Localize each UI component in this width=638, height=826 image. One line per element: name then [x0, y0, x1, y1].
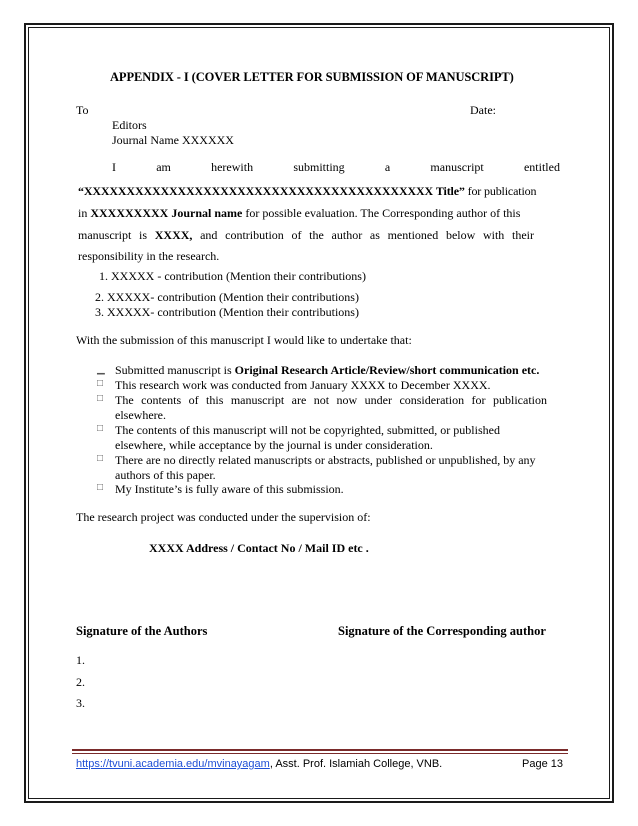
bullet-icon: □ — [97, 482, 104, 493]
to-label: To — [76, 103, 89, 117]
footer-divider — [72, 749, 568, 751]
bullet-item-3-line-1: The contents of this manuscript are not now under consideration for publication — [115, 393, 547, 407]
intro-word: manuscript — [430, 160, 484, 174]
recipient-line-2: Journal Name XXXXXX — [112, 133, 234, 147]
bullet-item-6: My Institute’s is fully aware of this submission. — [115, 482, 344, 496]
para-line-2-in: in — [78, 206, 91, 220]
document-title: APPENDIX - I (COVER LETTER FOR SUBMISSION OF MANUSCRIPT) — [110, 70, 514, 84]
para-line-3-b: and contribution of the author as mentioned below with their — [192, 228, 534, 242]
para-line-3-a: manuscript is — [78, 228, 155, 242]
signature-authors-label: Signature of the Authors — [76, 624, 208, 638]
footer-credit-text: , Asst. Prof. Islamiah College, VNB. — [269, 758, 443, 770]
bullet-icon: □ — [97, 423, 104, 434]
bullet-item-5-line-2: authors of this paper. — [115, 468, 216, 482]
para-line-3 — [78, 228, 534, 243]
intro-word: a — [384, 160, 391, 174]
page-number: Page 13 — [522, 758, 563, 770]
bullet-item-3-line-2: elsewhere. — [115, 408, 166, 422]
author-number: 2. — [76, 675, 85, 689]
manuscript-title-placeholder: “XXXXXXXXXXXXXXXXXXXXXXXXXXXXXXXXXXXXXXXXX — [78, 184, 434, 198]
author-number: 1. — [76, 653, 85, 667]
bullet-item-4-line-1: The contents of this manuscript will not be copyrighted, submitted, or published — [115, 423, 500, 437]
undertake-text: With the submission of this manuscript I would like to undertake that: — [76, 333, 412, 347]
footer-divider-thin — [72, 753, 568, 754]
signature-corresponding-label: Signature of the Corresponding author — [338, 624, 546, 638]
bullet-1-prefix: Submitted manuscript is — [115, 363, 235, 377]
date-label: Date: — [470, 103, 496, 117]
bullet-item-1 — [115, 363, 539, 378]
author-number: 3. — [76, 696, 85, 710]
supervisor-details: XXXX Address / Contact No / Mail ID etc . — [149, 541, 369, 555]
bullet-icon: □ — [97, 378, 104, 389]
contribution-item: 2. XXXXX- contribution (Mention their contributions) — [95, 290, 359, 304]
intro-word: herewith — [211, 160, 254, 174]
para-line-4: responsibility in the research. — [78, 249, 220, 263]
journal-name-placeholder: XXXXXXXXX Journal name — [90, 206, 243, 220]
para-line-2-rest: for possible evaluation. The Corresponding author of this — [242, 206, 521, 220]
intro-word: am — [156, 160, 171, 174]
bullet-item-2: This research work was conducted from January XXXX to December XXXX. — [115, 378, 491, 392]
footer-link[interactable]: https://tvuni.academia.edu/mvinayagam — [76, 758, 270, 770]
recipient-line-1: Editors — [112, 118, 147, 132]
bullet-1-bold: Original Research Article/Review/short communication etc. — [234, 363, 540, 377]
bullet-icon: □ — [97, 453, 104, 464]
intro-word: submitting — [293, 160, 345, 174]
contribution-item: 3. XXXXX- contribution (Mention their contributions) — [95, 305, 359, 319]
para-line-2 — [78, 206, 520, 221]
contribution-item: 1. XXXXX - contribution (Mention their contributions) — [99, 269, 366, 283]
bullet-item-5-line-1: There are no directly related manuscripts or abstracts, published or unpublished, by any — [115, 453, 536, 467]
bullet-icon: ▁ — [97, 364, 105, 375]
footer-credit — [76, 758, 442, 770]
corresponding-author-placeholder: XXXX, — [154, 228, 193, 242]
intro-word: entitled — [523, 160, 560, 174]
para-line-1-rest: for publication — [464, 184, 537, 198]
manuscript-title-word: Title” — [435, 184, 465, 198]
supervision-text: The research project was conducted under the supervision of: — [76, 510, 371, 524]
bullet-item-4-line-2: elsewhere, while acceptance by the journal is under consideration. — [115, 438, 433, 452]
intro-word: I — [112, 160, 116, 174]
intro-line — [112, 160, 560, 175]
para-line-1 — [78, 184, 536, 199]
bullet-icon: □ — [97, 393, 104, 404]
